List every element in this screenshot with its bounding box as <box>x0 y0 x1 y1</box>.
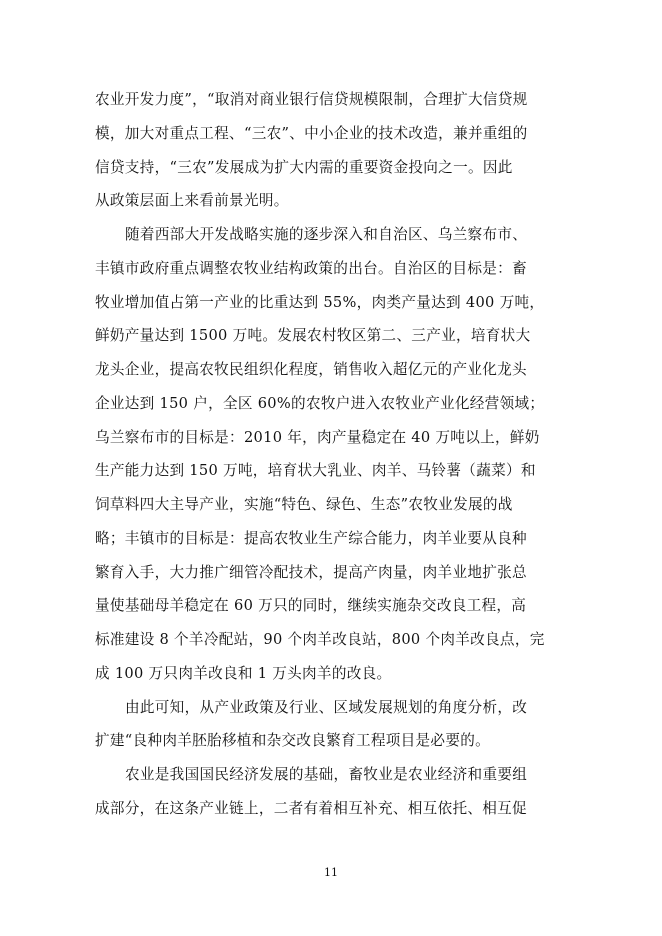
text-line: 成部分，在这条产业链上，二者有着相互补充、相互依托、相互促 <box>95 800 527 817</box>
text-line: 略；丰镇市的目标是：提高农牧业生产综合能力，肉羊业要从良种 <box>95 530 527 547</box>
text-line: 成 100 万只肉羊改良和 1 万头肉羊的改良。 <box>95 665 392 682</box>
text-line: 从政策层面上来看前景光明。 <box>95 192 289 209</box>
text-line: 模，加大对重点工程、“三农”、中小企业的技术改造，兼并重组的 <box>95 125 528 142</box>
text-line: 乌兰察布市的目标是：2010 年，肉产量稳定在 40 万吨以上，鲜奶 <box>95 429 540 446</box>
text-line: 标准建设 8 个羊冷配站，90 个肉羊改良站，800 个肉羊改良点，完 <box>95 631 545 648</box>
text-line: 企业达到 150 户，全区 60%的农牧户进入农牧业产业化经营领域； <box>95 395 545 412</box>
text-line: 信贷支持，“三农”发展成为扩大内需的重要资金投向之一。因此 <box>95 159 513 176</box>
text-line: 农业开发力度”，“取消对商业银行信贷规模限制，合理扩大信贷规 <box>95 91 528 108</box>
text-line: 牧业增加值占第一产业的比重达到 55%，肉类产量达到 400 万吨， <box>95 294 545 311</box>
paragraph-first-line: 农业是我国国民经济发展的基础，畜牧业是农业经济和重要组 <box>125 766 528 783</box>
text-line: 饲草料四大主导产业，实施“特色、绿色、生态”农牧业发展的战 <box>95 496 513 513</box>
paragraph-first-line: 由此可知，从产业政策及行业、区域发展规划的角度分析，改 <box>125 699 528 716</box>
page-number: 11 <box>324 866 338 879</box>
text-line: 鲜奶产量达到 1500 万吨。发展农村牧区第二、三产业，培育状大 <box>95 327 531 344</box>
text-line: 扩建“良种肉羊胚胎移植和杂交改良繁育工程项目是必要的。 <box>95 732 491 749</box>
paragraph-first-line: 随着西部大开发战略实施的逐步深入和自治区、乌兰察布市、 <box>125 226 528 243</box>
text-line: 丰镇市政府重点调整农牧业结构政策的出台。自治区的目标是：畜 <box>95 260 527 277</box>
text-line: 繁育入手，大力推广细管冷配技术，提高产肉量，肉羊业地扩张总 <box>95 564 527 581</box>
text-line: 量使基础母羊稳定在 60 万只的同时，继续实施杂交改良工程，高 <box>95 597 527 614</box>
text-line: 生产能力达到 150 万吨，培育状大乳业、肉羊、马铃薯（蔬菜）和 <box>95 462 536 479</box>
text-line: 龙头企业，提高农牧民组织化程度，销售收入超亿元的产业化龙头 <box>95 361 527 378</box>
